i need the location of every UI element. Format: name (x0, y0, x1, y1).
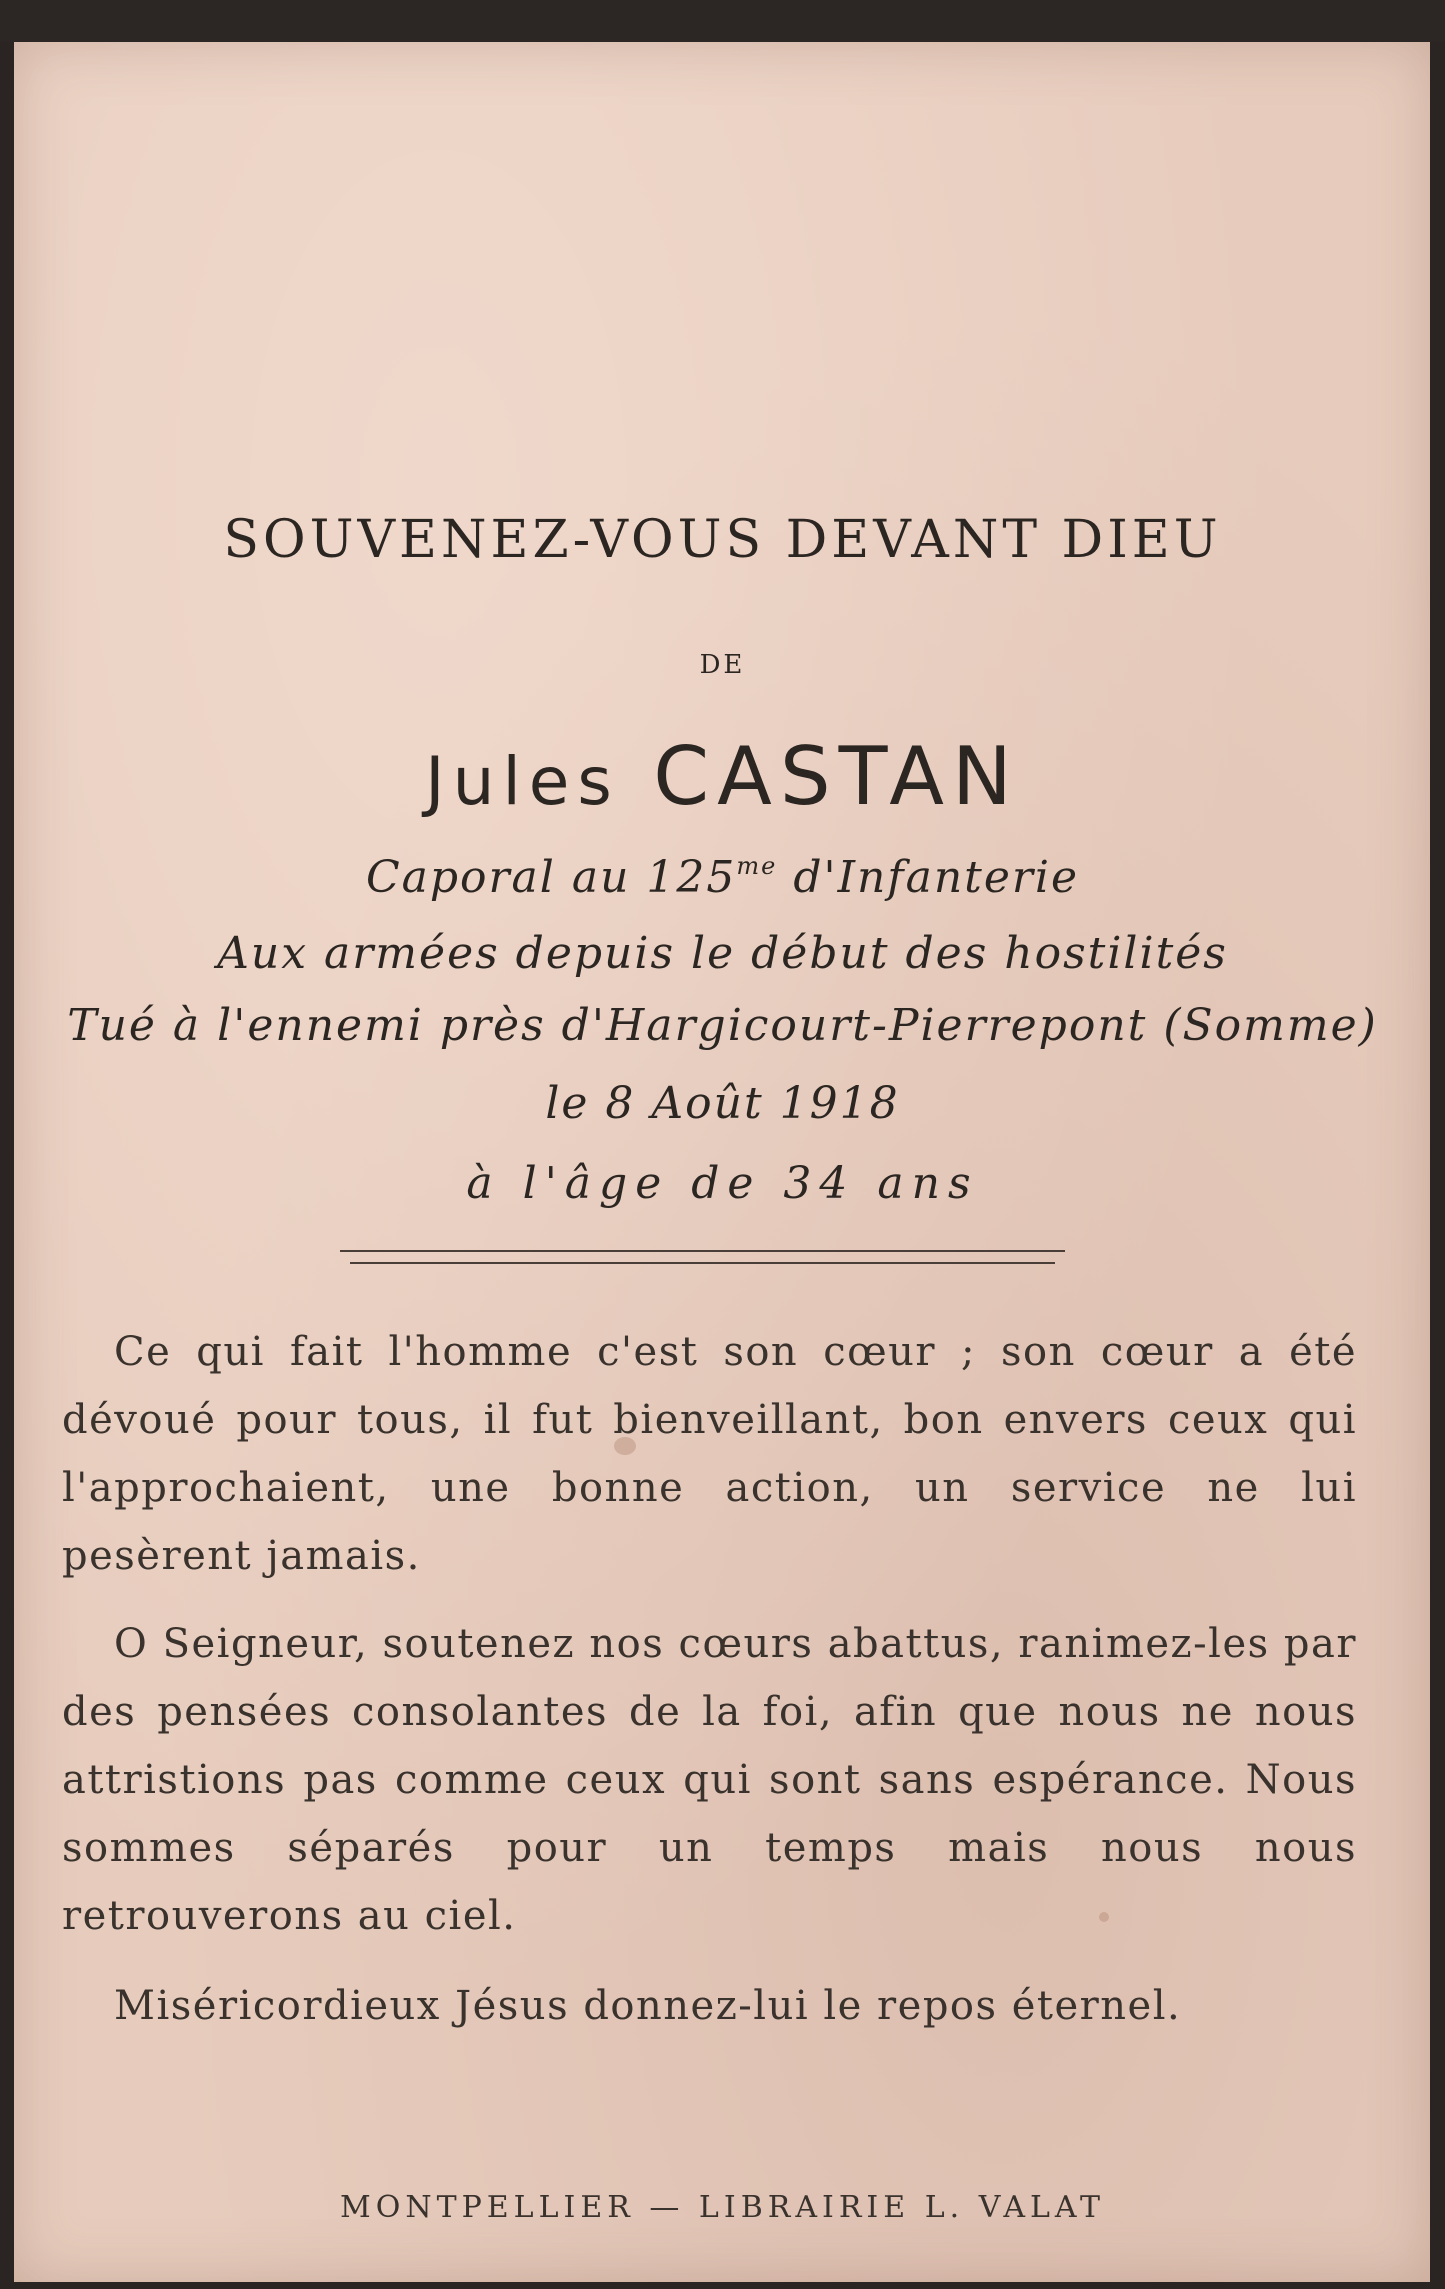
preposition-de: DE (699, 650, 746, 680)
divider-rule (350, 1262, 1055, 1264)
deceased-name (0, 730, 1445, 823)
rank-text: Caporal au 125 (365, 852, 737, 903)
prayer-paragraph: O Seigneur, soutenez nos cœurs abattus, ranimez-les par des pensées consolantes de la foi, afin que nous ne nous attristions pas comme ceux qui sont sans espérance. Nous sommes séparés pour un temps mais nous nous retrouverons au ciel. (62, 1621, 1357, 1939)
tribute-paragraph: Ce qui fait l'homme c'est son cœur ; son cœur a été dévoué pour tous, il fut bienveillant, bon envers ceux qui l'approchaient, une bonne action, un service ne lui pesèrent jamais. (62, 1329, 1357, 1579)
age-line: à l'âge de 34 ans (466, 1158, 979, 1209)
printer-footer: MONTPELLIER — LIBRAIRIE L. VALAT (340, 2190, 1105, 2225)
rank-line (0, 852, 1445, 903)
rank-unit: d'Infanterie (777, 852, 1080, 903)
armies-line: Aux armées depuis le début des hostilités (217, 928, 1228, 979)
killed-line: Tué à l'ennemi près d'Hargicourt-Pierrepont (Somme) (67, 1000, 1378, 1051)
black-mourning-border (0, 0, 1445, 42)
first-name: Jules (425, 743, 620, 820)
closing-prayer: Miséricordieux Jésus donnez-lui le repos éternel. (114, 1983, 1182, 2029)
date-line: le 8 Août 1918 (545, 1078, 900, 1129)
last-name: CASTAN (653, 730, 1020, 823)
card-heading: SOUVENEZ-VOUS DEVANT DIEU (223, 510, 1222, 570)
divider-rule (340, 1250, 1065, 1252)
rank-superscript: me (736, 852, 778, 880)
